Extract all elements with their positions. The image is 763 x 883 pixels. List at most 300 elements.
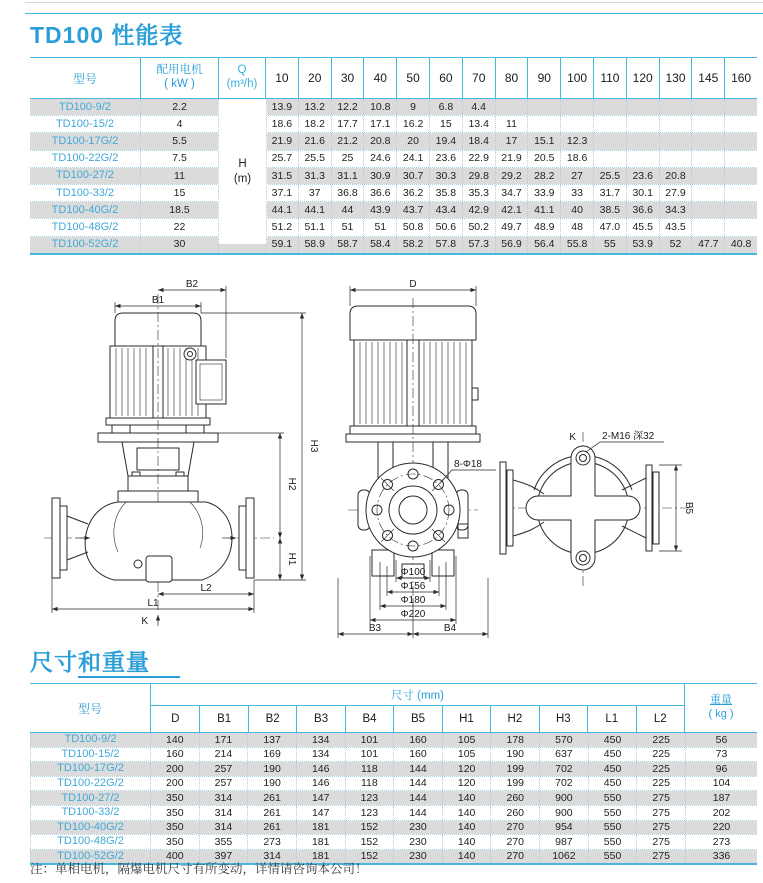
model-cell: TD100-40G/2 — [30, 821, 150, 835]
weight-cell: 202 — [685, 806, 757, 820]
flow-header-cell: 130 — [659, 58, 692, 98]
dim-label-b2: B2 — [185, 279, 199, 290]
value-cell: 120 — [442, 762, 491, 776]
lifting-eye — [184, 348, 196, 360]
value-cell: 47.7 — [691, 237, 724, 253]
flow-header-cell: 160 — [724, 58, 757, 98]
dim-label-b5: B5 — [683, 501, 694, 515]
value-cell: 4.4 — [462, 99, 495, 115]
value-cell: 450 — [588, 762, 637, 776]
value-cell: 181 — [296, 821, 345, 835]
value-cell: 160 — [393, 748, 442, 762]
value-cell — [527, 116, 560, 132]
value-cell: 314 — [247, 850, 296, 864]
value-cell: 23.6 — [626, 168, 659, 184]
value-cell: 702 — [539, 777, 588, 791]
value-cell — [691, 133, 724, 149]
dimension-header-cell: B1 — [199, 706, 247, 732]
value-cell: 59.1 — [265, 237, 298, 253]
dim-label-phi180: Φ180 — [400, 595, 426, 606]
value-cell: 24.6 — [363, 151, 396, 167]
value-cell: 230 — [393, 850, 442, 864]
motor-foot-left — [112, 425, 130, 433]
value-cell: 11 — [495, 116, 528, 132]
value-cell: 275 — [636, 821, 685, 835]
performance-title — [30, 17, 183, 50]
value-cell: 140 — [442, 806, 491, 820]
dimension-header-cell: L2 — [636, 706, 684, 732]
motor-foot-right — [186, 425, 204, 433]
value-cell: 55.8 — [560, 237, 593, 253]
value-cell: 225 — [636, 762, 685, 776]
model-cell: TD100-22G/2 — [30, 777, 150, 791]
dimensions-table — [30, 683, 757, 865]
dim-label-h1: H1 — [286, 552, 297, 566]
value-cell: 314 — [199, 791, 248, 805]
dim-label-l1: L1 — [147, 598, 159, 609]
value-cell: 18.2 — [298, 116, 331, 132]
value-cell: 13.4 — [462, 116, 495, 132]
suction-flange-neck — [507, 470, 513, 546]
table-row — [30, 805, 757, 820]
value-cell — [560, 116, 593, 132]
thread-callout-label: 2-M16 深32 — [602, 431, 655, 442]
value-cell — [724, 185, 757, 201]
value-cell: 230 — [393, 835, 442, 849]
header-weight — [685, 684, 757, 732]
dimension-header-cell: D — [171, 713, 180, 725]
value-cell: 570 — [539, 733, 588, 747]
performance-title-text: TD100 性能表 — [30, 22, 184, 48]
value-cell — [527, 99, 560, 115]
flow-header-cell: 70 — [462, 58, 495, 98]
table-row — [30, 218, 757, 235]
model-cell: TD100-40G/2 — [30, 202, 140, 218]
value-cell: 101 — [345, 748, 394, 762]
value-cell: 190 — [490, 748, 539, 762]
table-row — [30, 132, 757, 149]
value-cell: 550 — [588, 835, 637, 849]
dimension-header-cell: H2 — [490, 706, 538, 732]
weight-cell: 187 — [685, 791, 757, 805]
motor-power-cell: 15 — [140, 185, 218, 201]
drain-boss — [146, 556, 172, 582]
dimensions-table-header — [30, 684, 757, 733]
model-cell: TD100-15/2 — [55, 117, 115, 130]
pump-side-view-drawing — [40, 276, 320, 626]
pump-top-view-drawing — [498, 420, 698, 605]
value-cell: 27.9 — [659, 185, 692, 201]
value-cell: 57.3 — [462, 237, 495, 253]
value-cell — [626, 133, 659, 149]
value-cell — [593, 99, 626, 115]
value-cell: 118 — [345, 762, 394, 776]
header-dimension-group — [150, 684, 685, 732]
header-motor-power — [140, 58, 218, 98]
value-cell: 225 — [636, 733, 685, 747]
weight-cell: 104 — [685, 777, 757, 791]
flow-header-cell: 90 — [527, 58, 560, 98]
value-cell: 40.8 — [724, 237, 757, 253]
suction-flange — [52, 498, 60, 578]
model-cell: TD100-48G/2 — [51, 220, 119, 233]
value-cell: 105 — [442, 748, 491, 762]
head-label: H — [238, 157, 247, 170]
motor-power-cell: 18.5 — [140, 202, 218, 218]
flow-header-cell: 120 — [626, 58, 659, 98]
value-cell: 56.4 — [527, 237, 560, 253]
value-cell: 43.5 — [659, 219, 692, 235]
weight-cell: 220 — [685, 821, 757, 835]
discharge-flange — [246, 498, 254, 578]
footnote: 注：单相电机，隔爆电机尺寸有所变动，详情请咨询本公司！ — [30, 862, 368, 876]
value-cell: 350 — [150, 835, 199, 849]
value-cell: 25.5 — [298, 151, 331, 167]
value-cell: 257 — [199, 762, 248, 776]
value-cell: 199 — [490, 762, 539, 776]
value-cell: 51 — [363, 219, 396, 235]
value-cell: 30.1 — [626, 185, 659, 201]
view-label-k: K — [141, 616, 148, 626]
dim-label-b4: B4 — [443, 623, 457, 634]
header-motor-label: 配用电机 — [156, 64, 203, 77]
value-cell: 702 — [539, 762, 588, 776]
header-flow-label: Q — [237, 64, 247, 77]
value-cell: 27 — [560, 168, 593, 184]
value-cell: 44.1 — [265, 202, 298, 218]
seal-bolt-left — [132, 472, 140, 476]
value-cell — [626, 116, 659, 132]
value-cell: 25.5 — [593, 168, 626, 184]
dim-label-phi156: Φ156 — [400, 581, 426, 592]
value-cell — [724, 116, 757, 132]
header-dims-mm: 尺寸 (mm) — [151, 684, 684, 706]
dim-label-b3: B3 — [368, 623, 382, 634]
value-cell — [659, 116, 692, 132]
value-cell: 105 — [442, 733, 491, 747]
value-cell: 30.3 — [429, 168, 462, 184]
value-cell: 20.8 — [659, 168, 692, 184]
value-cell — [593, 151, 626, 167]
value-cell: 137 — [247, 733, 296, 747]
value-cell: 400 — [150, 850, 199, 864]
value-cell: 140 — [442, 821, 491, 835]
value-cell: 44.1 — [298, 202, 331, 218]
flow-header-cell: 100 — [560, 58, 593, 98]
model-cell: TD100-52G/2 — [30, 237, 140, 253]
motor-power-cell: 5.5 — [140, 133, 218, 149]
value-cell: 29.8 — [462, 168, 495, 184]
model-cell: TD100-48G/2 — [30, 835, 150, 849]
value-cell: 13.9 — [265, 99, 298, 115]
table-row — [30, 184, 757, 201]
value-cell — [724, 151, 757, 167]
value-cell: 57.8 — [429, 237, 462, 253]
value-cell — [724, 133, 757, 149]
top-hairline — [25, 2, 763, 3]
value-cell: 144 — [393, 777, 442, 791]
value-cell: 51.2 — [265, 219, 298, 235]
table-row — [30, 747, 757, 762]
value-cell: 450 — [588, 733, 637, 747]
dim-label-d: D — [409, 279, 417, 290]
table-row — [30, 790, 757, 805]
model-cell: TD100-33/2 — [55, 186, 115, 199]
value-cell: 52 — [659, 237, 692, 253]
value-cell: 29.2 — [495, 168, 528, 184]
value-cell: 123 — [345, 791, 394, 805]
motor-power-cell: 2.2 — [140, 99, 218, 115]
dimension-header-cell: H3 — [539, 706, 587, 732]
value-cell: 13.2 — [298, 99, 331, 115]
value-cell: 146 — [296, 762, 345, 776]
value-cell: 450 — [588, 748, 637, 762]
value-cell — [691, 151, 724, 167]
value-cell: 43.9 — [363, 202, 396, 218]
value-cell: 17.7 — [331, 116, 364, 132]
header-model: 型号 — [72, 71, 97, 86]
value-cell: 900 — [539, 806, 588, 820]
value-cell: 17 — [495, 133, 528, 149]
value-cell: 225 — [636, 748, 685, 762]
value-cell: 146 — [296, 777, 345, 791]
dimensions-title-a: 尺寸 — [30, 649, 78, 675]
value-cell: 34.7 — [495, 185, 528, 201]
table-row — [30, 99, 757, 115]
value-cell: 22.9 — [462, 151, 495, 167]
value-cell — [691, 185, 724, 201]
value-cell: 36.6 — [363, 185, 396, 201]
table-row — [30, 236, 757, 253]
value-cell: 30.9 — [363, 168, 396, 184]
value-cell: 275 — [636, 835, 685, 849]
value-cell: 270 — [490, 835, 539, 849]
value-cell: 273 — [247, 835, 296, 849]
value-cell: 34.3 — [659, 202, 692, 218]
value-cell: 20.5 — [527, 151, 560, 167]
flow-header-cell: 20 — [298, 58, 331, 98]
motor-power-cell: 22 — [140, 219, 218, 235]
value-cell: 21.6 — [298, 133, 331, 149]
value-cell — [691, 202, 724, 218]
value-cell: 261 — [247, 821, 296, 835]
pump-front-view-drawing — [328, 278, 503, 640]
motor-power-cell: 11 — [140, 168, 218, 184]
value-cell: 33.9 — [527, 185, 560, 201]
value-cell: 38.5 — [593, 202, 626, 218]
value-cell: 31.5 — [265, 168, 298, 184]
value-cell: 190 — [247, 777, 296, 791]
value-cell: 50.2 — [462, 219, 495, 235]
dimension-header-cell: H1 — [442, 706, 490, 732]
value-cell: 101 — [345, 733, 394, 747]
value-cell: 36.8 — [331, 185, 364, 201]
value-cell: 12.2 — [331, 99, 364, 115]
motor-power-cell: 7.5 — [140, 151, 218, 167]
value-cell — [724, 168, 757, 184]
value-cell: 9 — [396, 99, 429, 115]
model-cell: TD100-17G/2 — [30, 762, 150, 776]
value-cell: 900 — [539, 791, 588, 805]
value-cell — [495, 99, 528, 115]
value-cell: 637 — [539, 748, 588, 762]
value-cell: 275 — [636, 791, 685, 805]
value-cell: 25 — [331, 151, 364, 167]
value-cell: 550 — [588, 821, 637, 835]
dimensions-title — [30, 644, 180, 677]
thread-boss-bottom — [576, 551, 590, 565]
seal-bolt-right — [176, 472, 184, 476]
value-cell: 43.4 — [429, 202, 462, 218]
value-cell: 37.1 — [265, 185, 298, 201]
value-cell: 550 — [588, 850, 637, 864]
value-cell: 144 — [393, 791, 442, 805]
value-cell — [560, 99, 593, 115]
motor-side-tab — [472, 388, 478, 400]
value-cell: 190 — [247, 762, 296, 776]
value-cell: 270 — [490, 850, 539, 864]
value-cell: 45.5 — [626, 219, 659, 235]
value-cell: 230 — [393, 821, 442, 835]
model-cell: TD100-15/2 — [30, 748, 150, 762]
value-cell: 58.9 — [298, 237, 331, 253]
value-cell: 48 — [560, 219, 593, 235]
weight-cell: 96 — [685, 762, 757, 776]
value-cell: 28.2 — [527, 168, 560, 184]
value-cell: 50.8 — [396, 219, 429, 235]
table-row — [30, 167, 757, 184]
value-cell: 144 — [393, 806, 442, 820]
motor-power-cell: 30 — [140, 237, 218, 253]
dimensions-title-b: 和重量 — [78, 649, 180, 678]
flow-header-cell: 10 — [265, 58, 298, 98]
value-cell: 954 — [539, 821, 588, 835]
performance-table — [30, 57, 757, 255]
discharge-flange-neck — [653, 472, 659, 544]
value-cell — [691, 168, 724, 184]
value-cell: 261 — [247, 791, 296, 805]
table-row — [30, 820, 757, 835]
dim-label-h3: H3 — [308, 439, 319, 453]
header-motor-unit: ( kW ) — [164, 78, 195, 90]
value-cell: 44 — [331, 202, 364, 218]
value-cell: 350 — [150, 791, 199, 805]
value-cell: 199 — [490, 777, 539, 791]
value-cell: 550 — [588, 806, 637, 820]
value-cell: 17.1 — [363, 116, 396, 132]
value-cell: 58.7 — [331, 237, 364, 253]
weight-cell: 56 — [685, 733, 757, 747]
header-weight-unit: ( kg ) — [708, 708, 734, 720]
table-row — [30, 150, 757, 167]
value-cell: 19.4 — [429, 133, 462, 149]
value-cell — [691, 99, 724, 115]
dim-label-phi220: Φ220 — [400, 609, 426, 620]
flow-header-cell: 145 — [691, 58, 724, 98]
value-cell — [659, 133, 692, 149]
value-cell: 214 — [199, 748, 248, 762]
value-cell: 397 — [199, 850, 248, 864]
weight-cell: 336 — [685, 850, 757, 864]
casing-leg-left — [372, 550, 394, 576]
value-cell: 47.0 — [593, 219, 626, 235]
model-cell: TD100-27/2 — [30, 168, 140, 184]
discharge-flange — [646, 465, 652, 551]
flow-header-cell: 80 — [495, 58, 528, 98]
model-cell: TD100-9/2 — [30, 99, 140, 115]
value-cell: 152 — [345, 821, 394, 835]
value-cell: 21.9 — [495, 151, 528, 167]
value-cell: 350 — [150, 806, 199, 820]
table-row — [30, 733, 757, 747]
flow-header-cell: 110 — [593, 58, 626, 98]
head-unit: (m) — [233, 172, 252, 185]
value-cell: 450 — [588, 777, 637, 791]
value-cell: 31.7 — [593, 185, 626, 201]
value-cell: 152 — [345, 835, 394, 849]
dim-label-l2: L2 — [200, 583, 212, 594]
model-cell: TD100-33/2 — [30, 806, 150, 820]
value-cell — [593, 133, 626, 149]
value-cell: 275 — [636, 806, 685, 820]
value-cell: 23.6 — [429, 151, 462, 167]
value-cell — [724, 99, 757, 115]
thread-boss-top — [576, 451, 590, 465]
value-cell: 35.8 — [429, 185, 462, 201]
value-cell: 550 — [588, 791, 637, 805]
head-unit-cell — [218, 99, 267, 244]
value-cell: 43.7 — [396, 202, 429, 218]
weight-cell: 273 — [685, 835, 757, 849]
value-cell: 55 — [593, 237, 626, 253]
header-weight-label: 重量 — [710, 694, 732, 707]
view-label-k: K — [569, 432, 576, 443]
value-cell: 42.9 — [462, 202, 495, 218]
value-cell: 49.7 — [495, 219, 528, 235]
value-cell: 18.6 — [560, 151, 593, 167]
flow-header-cell: 60 — [429, 58, 462, 98]
value-cell: 25.7 — [265, 151, 298, 167]
value-cell: 987 — [539, 835, 588, 849]
value-cell: 58.4 — [363, 237, 396, 253]
value-cell: 160 — [150, 748, 199, 762]
value-cell: 24.1 — [396, 151, 429, 167]
value-cell: 260 — [490, 791, 539, 805]
table-row — [30, 834, 757, 849]
value-cell: 314 — [199, 806, 248, 820]
value-cell: 15 — [429, 116, 462, 132]
value-cell: 140 — [442, 850, 491, 864]
flow-header-cell: 40 — [363, 58, 396, 98]
value-cell: 20.8 — [363, 133, 396, 149]
value-cell: 120 — [442, 777, 491, 791]
dimension-header-cell: B4 — [345, 706, 393, 732]
value-cell: 225 — [636, 777, 685, 791]
value-cell: 18.6 — [265, 116, 298, 132]
value-cell: 200 — [150, 762, 199, 776]
value-cell: 147 — [296, 806, 345, 820]
suction-flange — [500, 462, 506, 554]
value-cell: 257 — [199, 777, 248, 791]
value-cell: 169 — [247, 748, 296, 762]
header-flow — [218, 58, 265, 98]
value-cell: 56.9 — [495, 237, 528, 253]
value-cell: 36.6 — [626, 202, 659, 218]
value-cell: 200 — [150, 777, 199, 791]
value-cell: 51 — [331, 219, 364, 235]
value-cell: 147 — [296, 791, 345, 805]
value-cell: 15.1 — [527, 133, 560, 149]
